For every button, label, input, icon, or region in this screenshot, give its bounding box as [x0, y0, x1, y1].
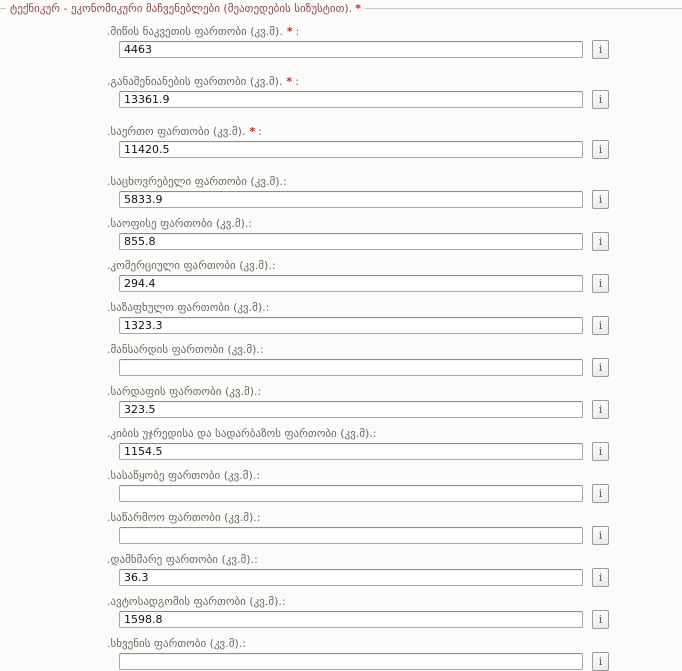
field-label-text: .სასაწყობე ფართობი (კვ.მ).	[107, 469, 257, 482]
field-row	[107, 553, 682, 587]
field-label-text: .სარდაფის ფართობი (კვ.მ).	[107, 385, 258, 398]
field-input-line	[119, 190, 682, 209]
field-label	[107, 343, 682, 356]
required-asterisk: *	[249, 125, 256, 138]
field-row	[107, 385, 682, 419]
field-label	[107, 553, 682, 566]
field-label-text: .საერთო ფართობი (კვ.მ).	[107, 125, 246, 138]
field-input-line	[119, 568, 682, 587]
area-value-input[interactable]	[119, 569, 583, 586]
field-label-colon: :	[271, 259, 276, 272]
info-icon: i	[598, 193, 603, 206]
fieldset-legend-text: ტექნიკურ - ეკონომიკური მაჩვენებლები (მეათედების სიზუსტით).	[10, 2, 353, 15]
field-label-colon: :	[372, 427, 377, 440]
area-value-input[interactable]	[119, 653, 583, 670]
info-button[interactable]	[592, 652, 609, 671]
field-label-colon: :	[254, 553, 258, 566]
field-label	[107, 75, 682, 88]
field-label-colon: :	[256, 469, 261, 482]
field-label-text: .მანსარდის ფართობი (კვ.მ).	[107, 343, 260, 356]
field-label-colon: :	[295, 25, 300, 38]
field-label-colon: :	[242, 637, 246, 650]
info-button[interactable]	[592, 190, 609, 209]
field-label-colon: :	[248, 217, 253, 230]
field-label-text: .დამხმარე ფართობი (კვ.მ).	[107, 553, 255, 566]
field-input-line	[119, 358, 682, 377]
field-row	[107, 217, 682, 251]
info-icon: i	[598, 277, 603, 290]
field-input-line	[119, 526, 682, 545]
form-page	[0, 2, 682, 668]
technical-economic-fieldset	[0, 2, 682, 671]
field-input-line	[119, 90, 682, 109]
area-value-input[interactable]	[119, 41, 583, 58]
field-label	[107, 301, 682, 314]
field-label-text: .კომერციული ფართობი (კვ.მ).	[107, 259, 272, 272]
info-icon: i	[598, 403, 603, 416]
info-button[interactable]	[592, 400, 609, 419]
field-input-line	[119, 442, 682, 461]
field-label-text: .საოფისე ფართობი (კვ.მ).	[107, 217, 249, 230]
field-label-text: .საცხოვრებელი ფართობი (კვ.მ).	[107, 175, 283, 188]
info-icon: i	[598, 361, 603, 374]
field-label-text: .სხვენის ფართობი (კვ.მ).	[107, 637, 243, 650]
area-value-input[interactable]	[119, 359, 583, 376]
field-input-line	[119, 232, 682, 251]
field-row	[107, 175, 682, 209]
field-input-line	[119, 274, 682, 293]
field-label-colon: :	[283, 175, 287, 188]
info-button[interactable]	[592, 140, 609, 159]
field-label	[107, 175, 682, 188]
info-button[interactable]	[592, 526, 609, 545]
field-row	[107, 25, 682, 59]
area-value-input[interactable]	[119, 141, 583, 158]
info-button[interactable]	[592, 484, 609, 503]
field-label-text: .საწარმოო ფართობი (კვ.მ).	[107, 511, 257, 524]
info-button[interactable]	[592, 274, 609, 293]
field-row	[107, 427, 682, 461]
field-row	[107, 125, 682, 159]
required-asterisk: *	[286, 25, 293, 38]
info-button[interactable]	[592, 90, 609, 109]
field-label-text: .ავტოსადგომის ფართობი (კვ.მ).	[107, 595, 282, 608]
field-label	[107, 511, 682, 524]
info-button[interactable]	[592, 568, 609, 587]
field-label	[107, 637, 682, 650]
info-icon: i	[598, 43, 603, 56]
info-button[interactable]	[592, 610, 609, 629]
field-label	[107, 259, 682, 272]
info-button[interactable]	[592, 232, 609, 251]
area-value-input[interactable]	[119, 233, 583, 250]
info-icon: i	[598, 655, 603, 668]
field-label	[107, 595, 682, 608]
info-button[interactable]	[592, 442, 609, 461]
field-label-colon: :	[281, 595, 286, 608]
field-label-colon: :	[258, 125, 262, 138]
required-asterisk: *	[286, 75, 293, 88]
field-label-text: .განაშენიანების ფართობი (კვ.მ).	[107, 75, 283, 88]
area-value-input[interactable]	[119, 527, 583, 544]
field-input-line	[119, 140, 682, 159]
area-value-input[interactable]	[119, 317, 583, 334]
field-row	[107, 469, 682, 503]
area-value-input[interactable]	[119, 611, 583, 628]
field-input-line	[119, 610, 682, 629]
field-row	[107, 259, 682, 293]
fields-container	[0, 9, 682, 671]
field-label-text: .კიბის უჯრედისა და სადარბაზოს ფართობი (კვ.მ).	[107, 427, 373, 440]
field-label	[107, 385, 682, 398]
info-icon: i	[598, 445, 603, 458]
fieldset-legend	[6, 1, 365, 16]
field-input-line	[119, 652, 682, 671]
field-label	[107, 217, 682, 230]
field-label-text: .მიწის ნაკვეთის ფართობი (კვ.მ).	[107, 25, 283, 38]
field-input-line	[119, 484, 682, 503]
field-row	[107, 637, 682, 671]
field-label-text: .საზაფხულო ფართობი (კვ.მ).	[107, 301, 266, 314]
area-value-input[interactable]	[119, 275, 583, 292]
field-label-colon: :	[259, 343, 264, 356]
field-input-line	[119, 316, 682, 335]
info-icon: i	[598, 319, 603, 332]
info-button[interactable]	[592, 358, 609, 377]
area-value-input[interactable]	[119, 191, 583, 208]
area-value-input[interactable]	[119, 401, 583, 418]
info-icon: i	[598, 529, 603, 542]
info-icon: i	[598, 487, 603, 500]
info-icon: i	[598, 143, 603, 156]
info-button[interactable]	[592, 40, 609, 59]
field-row	[107, 343, 682, 377]
field-label	[107, 427, 682, 440]
field-row	[107, 595, 682, 629]
area-value-input[interactable]	[119, 91, 583, 108]
info-button[interactable]	[592, 316, 609, 335]
field-label	[107, 125, 682, 138]
area-value-input[interactable]	[119, 443, 583, 460]
legend-required-asterisk: *	[355, 2, 361, 15]
field-label-colon: :	[257, 385, 262, 398]
info-icon: i	[598, 613, 603, 626]
field-row	[107, 301, 682, 335]
info-icon: i	[598, 571, 603, 584]
area-value-input[interactable]	[119, 485, 583, 502]
field-label	[107, 25, 682, 38]
field-label-colon: :	[295, 75, 299, 88]
info-icon: i	[598, 235, 603, 248]
field-label	[107, 469, 682, 482]
field-row	[107, 511, 682, 545]
field-input-line	[119, 400, 682, 419]
info-icon: i	[598, 93, 603, 106]
field-label-colon: :	[265, 301, 270, 314]
field-label-colon: :	[256, 511, 261, 524]
field-input-line	[119, 40, 682, 59]
field-row	[107, 75, 682, 109]
